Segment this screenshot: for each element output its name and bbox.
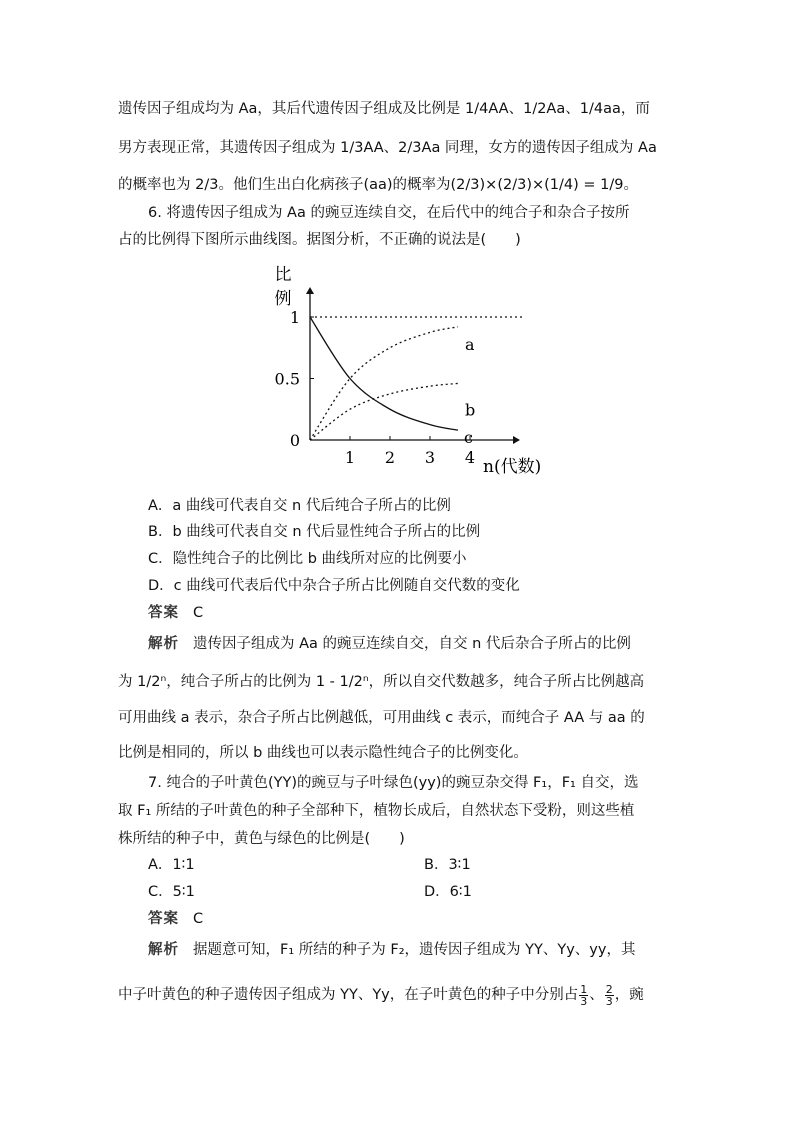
y-tick-label: 0.5 bbox=[274, 369, 300, 389]
fraction-denominator: 3 bbox=[580, 994, 588, 1008]
y-tick-label: 0 bbox=[289, 431, 300, 450]
q7-analysis-2 bbox=[118, 980, 680, 1010]
q7-option-d: D．6∶1 bbox=[424, 884, 472, 900]
q6-stem-2: 占的比例得下图所示曲线图。据图分析，不正确的说法是( ) bbox=[118, 232, 521, 248]
q6-option-c: C．隐性纯合子的比例比 b 曲线所对应的比例要小 bbox=[148, 551, 467, 567]
intro-line-1: 遗传因子组成均为 Aa，其后代遗传因子组成及比例是 1/4AA、1/2Aa、1/4aa，而 bbox=[118, 101, 650, 117]
x-axis-arrow bbox=[513, 436, 520, 444]
q6-analysis-2: 为 1/2ⁿ，纯合子所占的比例为 1 - 1/2ⁿ，所以自交代数越多，纯合子所占比例越高 bbox=[118, 674, 645, 690]
q6-chart bbox=[265, 254, 555, 486]
series-b-label: b bbox=[465, 400, 476, 420]
x-tick-label: 1 bbox=[344, 448, 356, 467]
series-a-label: a bbox=[465, 334, 475, 354]
fraction-one-third bbox=[579, 984, 588, 1007]
fraction-numerator: 1 bbox=[580, 982, 588, 996]
x-axis-label: n(代数) bbox=[483, 457, 542, 477]
q7-analysis-1 bbox=[148, 940, 710, 960]
answer-value: C bbox=[193, 911, 204, 927]
q7-option-b: B．3∶1 bbox=[424, 857, 471, 873]
analysis-text: 中子叶黄色的种子遗传因子组成为 YY、Yy，在子叶黄色的种子中分别占 bbox=[118, 987, 579, 1003]
series-a-curve bbox=[310, 327, 458, 440]
fraction-denominator: 3 bbox=[605, 994, 613, 1008]
q7-stem-2: 取 F₁ 所结的子叶黄色的种子全部种下，植物长成后，自然状态下受粉，则这些植 bbox=[118, 803, 635, 819]
intro-line-2: 男方表现正常，其遗传因子组成为 1/3AA、2/3Aa 同理，女方的遗传因子组成为 Aa bbox=[118, 140, 657, 156]
q6-analysis-1 bbox=[148, 634, 710, 654]
y-axis-label-char: 例 bbox=[274, 289, 292, 309]
x-tick-label: 3 bbox=[424, 448, 436, 467]
fraction-two-thirds bbox=[605, 984, 614, 1007]
q6-answer bbox=[148, 603, 710, 623]
analysis-label: 解析 bbox=[148, 636, 179, 652]
analysis-text: ，豌 bbox=[614, 987, 644, 1003]
analysis-text: 遗传因子组成为 Aa 的豌豆连续自交，自交 n 代后杂合子所占的比例 bbox=[193, 636, 631, 652]
series-b-curve bbox=[310, 383, 458, 440]
analysis-text: 据题意可知，F₁ 所结的种子为 F₂，遗传因子组成为 YY、Yy、yy，其 bbox=[193, 942, 636, 958]
q7-stem-3: 株所结的种子中，黄色与绿色的比例是( ) bbox=[118, 831, 405, 847]
answer-label: 答案 bbox=[148, 911, 179, 927]
y-axis-label-char: 比 bbox=[274, 265, 292, 285]
q7-answer bbox=[148, 909, 710, 929]
fraction-numerator: 2 bbox=[605, 982, 613, 996]
y-tick-label: 1 bbox=[289, 308, 300, 327]
series-c-label: c bbox=[464, 428, 473, 448]
q6-stem-1: 6. 将遗传因子组成为 Aa 的豌豆连续自交，在后代中的纯合子和杂合子按所 bbox=[148, 205, 630, 221]
separator: 、 bbox=[589, 987, 604, 1003]
y-axis-arrow bbox=[306, 287, 314, 294]
q6-analysis-4: 比例是相同的，所以 b 曲线也可以表示隐性纯合子的比例变化。 bbox=[118, 745, 528, 761]
q6-analysis-3: 可用曲线 a 表示，杂合子所占比例越低，可用曲线 c 表示，而纯合子 AA 与 aa 的 bbox=[118, 710, 645, 726]
q6-option-a: A．a 曲线可代表自交 n 代后纯合子所占的比例 bbox=[148, 498, 451, 514]
series-c-curve bbox=[310, 317, 458, 430]
q6-option-d: D．c 曲线可代表后代中杂合子所占比例随自交代数的变化 bbox=[148, 578, 520, 594]
q7-stem-1: 7. 纯合的子叶黄色(YY)的豌豆与子叶绿色(yy)的豌豆杂交得 F₁，F₁ 自交，选 bbox=[148, 775, 639, 791]
answer-label: 答案 bbox=[148, 605, 179, 621]
analysis-label: 解析 bbox=[148, 942, 179, 958]
q6-option-b: B．b 曲线可代表自交 n 代后显性纯合子所占的比例 bbox=[148, 524, 481, 540]
intro-line-3: 的概率也为 2/3。他们生出白化病孩子(aa)的概率为(2/3)×(2/3)×(1/4) = 1/9。 bbox=[118, 177, 638, 193]
q7-option-a: A．1∶1 bbox=[148, 857, 195, 873]
q7-option-c: C．5∶1 bbox=[148, 884, 195, 900]
x-tick-label: 2 bbox=[384, 448, 396, 467]
x-tick-label: 4 bbox=[464, 448, 476, 467]
answer-value: C bbox=[193, 605, 204, 621]
